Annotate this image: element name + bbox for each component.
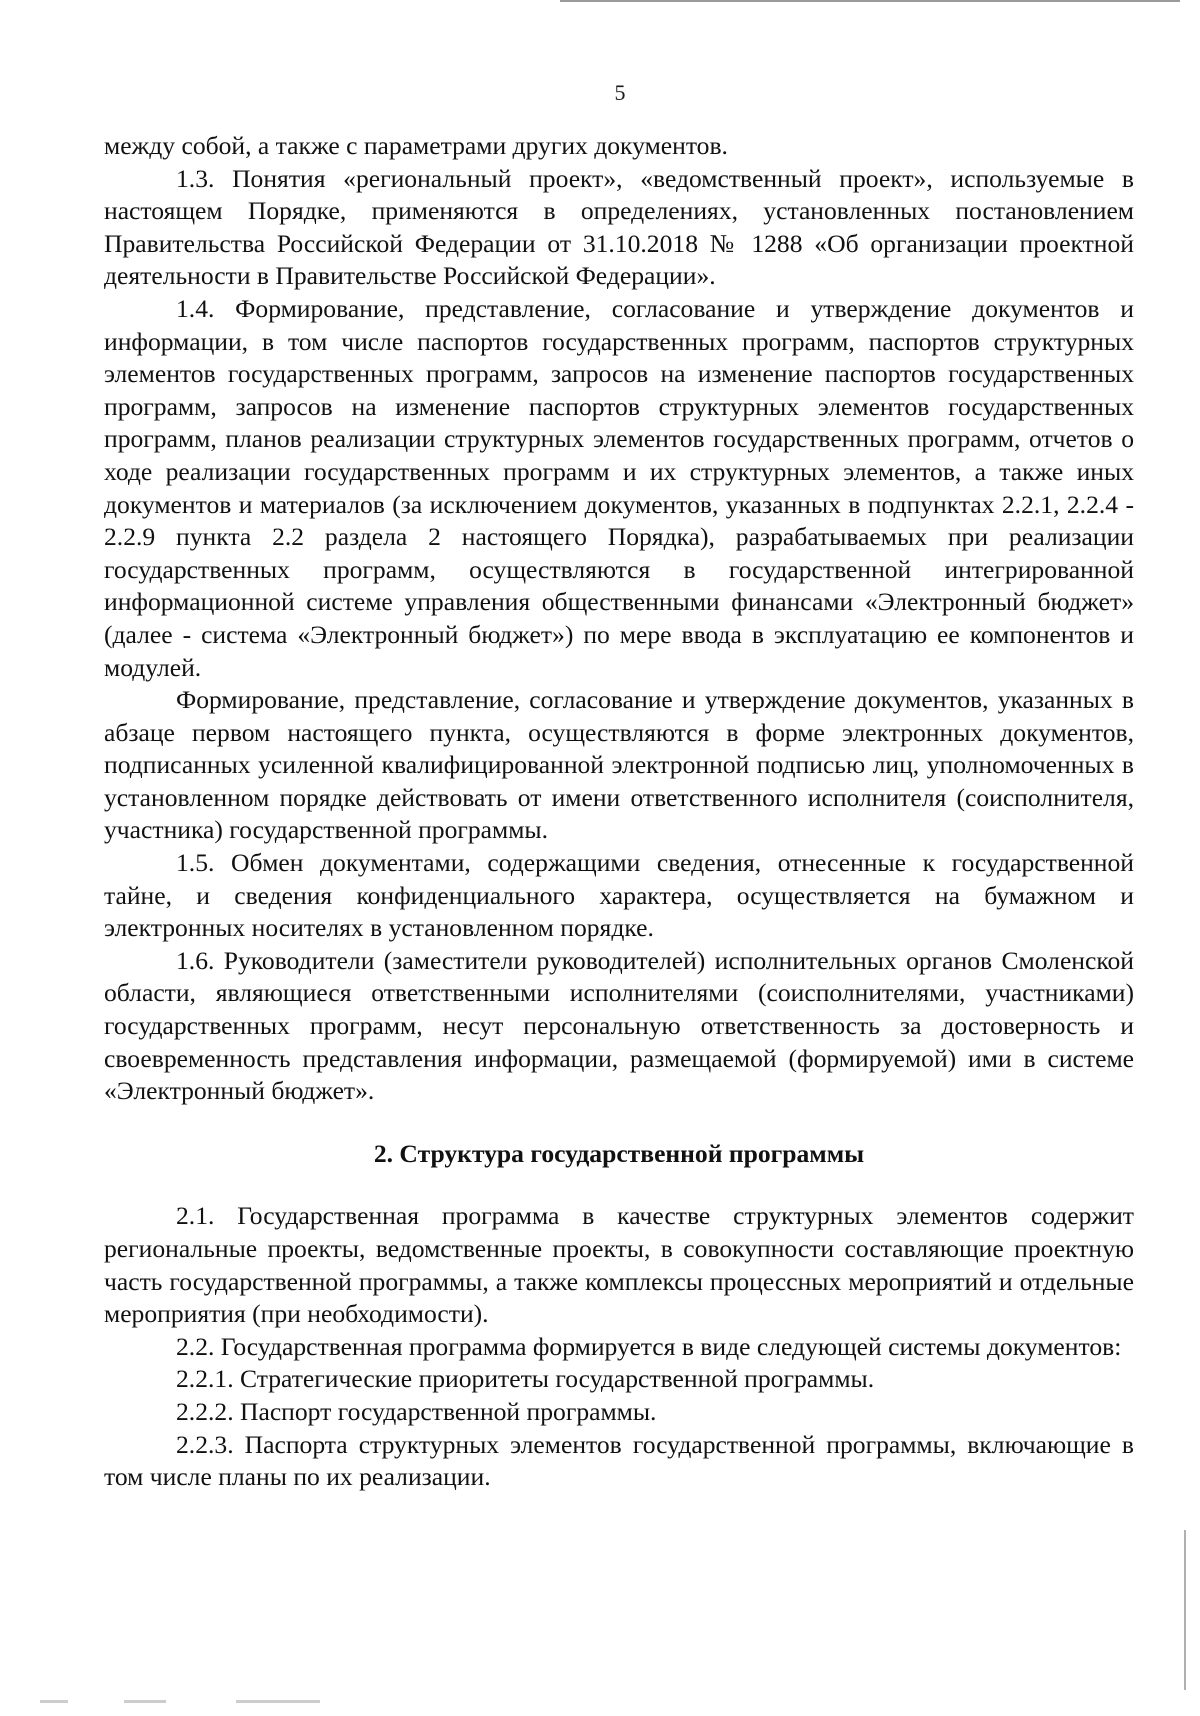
document-body <box>104 130 1134 1494</box>
paragraph-2-2-1: 2.2.1. Стратегические приоритеты государственной программы. <box>176 1364 875 1394</box>
paragraph-2-2-2: 2.2.2. Паспорт государственной программы. <box>176 1396 657 1426</box>
paragraph-continuation: между собой, а также с параметрами других документов. <box>104 131 728 160</box>
page-number: 5 <box>614 80 626 105</box>
paragraph-2-2-3: 2.2.3. Паспорта структурных элементов государственной программы, включающие в том числе планы по их реализации. <box>104 1429 1134 1492</box>
section-heading: 2. Структура государственной программы <box>373 1138 865 1168</box>
paragraph-1-4: 1.4. Формирование, представление, согласование и утверждение документов и информации, в том числе паспортов государственных программ, паспортов структурных элементов государственных программ, запросов на изменение паспортов государственных программ, запросов на изменение паспортов структурных элементов государственных программ, планов реализации структурных элементов государственных программ, отчетов о ходе реализации государственных программ и их структурных элементов, а также иных документов и материалов (за исключением документов, указанных в подпунктах 2.2.1, 2.2.4 - 2.2.9 пункта 2.2 раздела 2 настоящего Порядка), разрабатываемых при реализации государственных программ, осуществляются в государственной интегрированной информационной системе управления общественными финансами «Электронный бюджет» (далее - система «Электронный бюджет») по мере ввода в эксплуатацию ее компонентов и модулей. <box>104 293 1134 682</box>
scan-artifact-top-line <box>560 0 1180 2</box>
paragraph-1-6: 1.6. Руководители (заместители руководителей) исполнительных органов Смоленской области, являющиеся ответственными исполнителями (соисполнителями, участниками) государственных программ, несут персональную ответственность за достоверность и своевременность представления информации, размещаемой (формируемой) ими в системе «Электронный бюджет». <box>104 945 1134 1106</box>
scan-artifact-bottom <box>40 1700 320 1703</box>
paragraph-1-3: 1.3. Понятия «региональный проект», «ведомственный проект», используемые в настоящем Порядке, применяются в определениях, установленных постановлением Правительства Российской Федерации от 31.10.2018 № 1288 «Об организации проектной деятельности в Правительстве Российской Федерации». <box>104 163 1134 291</box>
paragraph-1-4-second: Формирование, представление, согласование и утверждение документов, указанных в абзаце первом настоящего пункта, осуществляются в форме электронных документов, подписанных усиленной квалифицированной электронной подписью лиц, уполномоченных в установленном порядке действовать от имени ответственного исполнителя (соисполнителя, участника) государственной программы. <box>104 685 1134 845</box>
paragraph-1-5: 1.5. Обмен документами, содержащими сведения, отнесенные к государственной тайне, и сведения конфиденциального характера, осуществляется на бумажном и электронных носителях в установленном порядке. <box>104 848 1134 943</box>
paragraph-2-2: 2.2. Государственная программа формируется в виде следующей системы документов: <box>176 1331 1122 1361</box>
paragraph-2-1: 2.1. Государственная программа в качестве структурных элементов содержит региональные проекты, ведомственные проекты, в совокупности составляющие проектную часть государственной программы, а также комплексы процессных мероприятий и отдельные мероприятия (при необходимости). <box>104 1201 1134 1329</box>
scan-artifact-right-margin <box>1184 1530 1186 1690</box>
